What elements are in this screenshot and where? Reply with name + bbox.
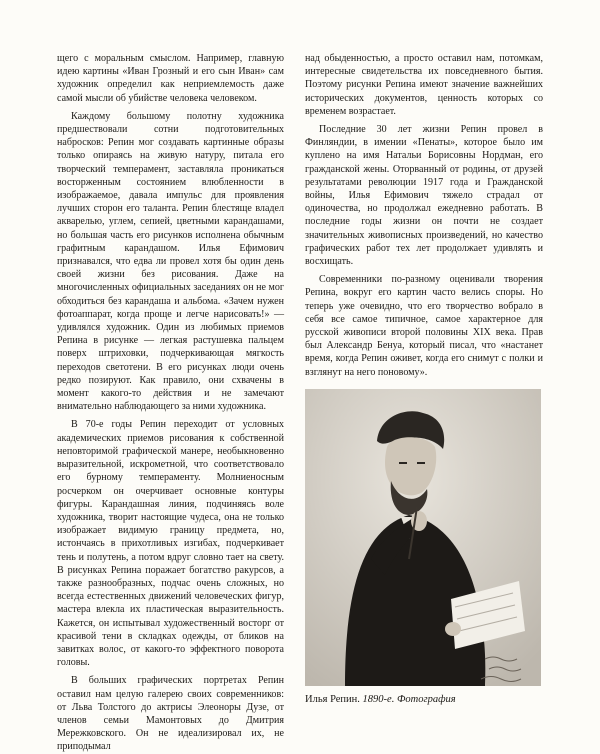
portrait-photograph-icon (305, 389, 541, 686)
paragraph: Каждому большому полотну художника предшествовали сотни подготовительных набросков: Репин мог создавать картинные образы только опираясь на живую натуру, питала его творческий темперамент, заставляла проникаться восторженным состоянием влюбленности в изображаемое, давала импульс для проявления лучших сторон его таланта. Репин блестяще владел акварелью, углем, сепией, цветными карандашами, но большая часть его рисунков исполнена обычным графитным карандашом. Илья Ефимович признавался, что едва ли провел хотя бы один день своей жизни без рисования. Даже на многочисленных официальных заседаниях он не мог обходиться без карандаша и альбома. «Зачем нужен фотоаппарат, когда проще и легче нарисовать!» — удивлялся художник. Один из любимых приемов Репина в рисунке — легкая растушевка пальцем поверх штриховки, подчеркивающая мягкость переходов светотени. В его рисунках люди очень редко позируют. Как правило, они схвачены в момент какого-то действия и не замечают внимательно наблюдающего за ними художника. (57, 110, 284, 413)
paragraph: Современники по-разному оценивали творения Репина, вокруг его картин часто велись споры. Но теперь уже очевидно, что его творчество вобрало в себя все самое типичное, самое характерное для русской живописи второй половины XIX века. Прав был Александр Бенуа, который писал, что «настанет время, когда Репин оживет, когда его снимут с полки и взглянут на него поновому». (305, 274, 543, 378)
caption-name: Илья Репин. (305, 694, 363, 705)
paragraph: над обыденностью, а просто оставил нам, потомкам, интересные свидетельства их повседневного бытия. Поэтому рисунки Репина имеют значение важнейших исторических документов, ценность которых со временем возрастает. (305, 53, 543, 117)
photo-caption (305, 693, 456, 706)
left-text-column (57, 52, 284, 754)
right-text-column (305, 52, 543, 379)
portrait-photograph (305, 389, 541, 686)
caption-detail: 1890-е. Фотография (362, 694, 456, 705)
paragraph: В больших графических портретах Репин оставил нам целую галерею своих современников: от Льва Толстого до актрисы Элеоноры Дузе, от членов семьи Мамонтовых до Дмитрия Мережковского. Он не идеализировал их, не приподымал (57, 675, 284, 753)
paragraph: Последние 30 лет жизни Репин провел в Финляндии, в имении «Пенаты», которое было им куплено на имя Натальи Борисовны Нордман, его гражданской жены. Оторванный от родины, от друзей результатами революции 1917 года и Гражданской войны, Илья Ефимович тяжело страдал от одиночества, но продолжал ежедневно работать. В последние годы жизни он почти не создает значительных живописных произведений, но качество графических работ тех лет продолжает удивлять и восхищать. (305, 124, 543, 268)
paragraph: В 70-е годы Репин переходит от условных академических приемов рисования к собственной неповторимой графической манере, необыкновенно выразительной, искрометной, что соответствовало его бурному темпераменту. Молниеносным росчерком он очерчивает основные контуры фигуры. Карандашная линия, подчиняясь воле художника, творит настоящие чудеса, она не только изображает видимую границу предмета, но, истончаясь в прихотливых изгибах, подчеркивает тень и полутень, а потом вдруг словно тает на свету. В рисунках Репина поражает богатство ракурсов, а также разнообразных, подчас очень сложных, но всегда естественных движений человеческих фигур, мастера влекла их пластическая выразительность. Кажется, он испытывал художественный восторг от красивой тени в складках одежды, от бликов на завитках волос, от какого-то эффектного поворота головы. (57, 419, 284, 669)
paragraph: щего с моральным смыслом. Например, главную идею картины «Иван Грозный и его сын Иван» сам художник определил как неприемлемость даже самой мысли об убийстве человека человеком. (57, 53, 284, 104)
